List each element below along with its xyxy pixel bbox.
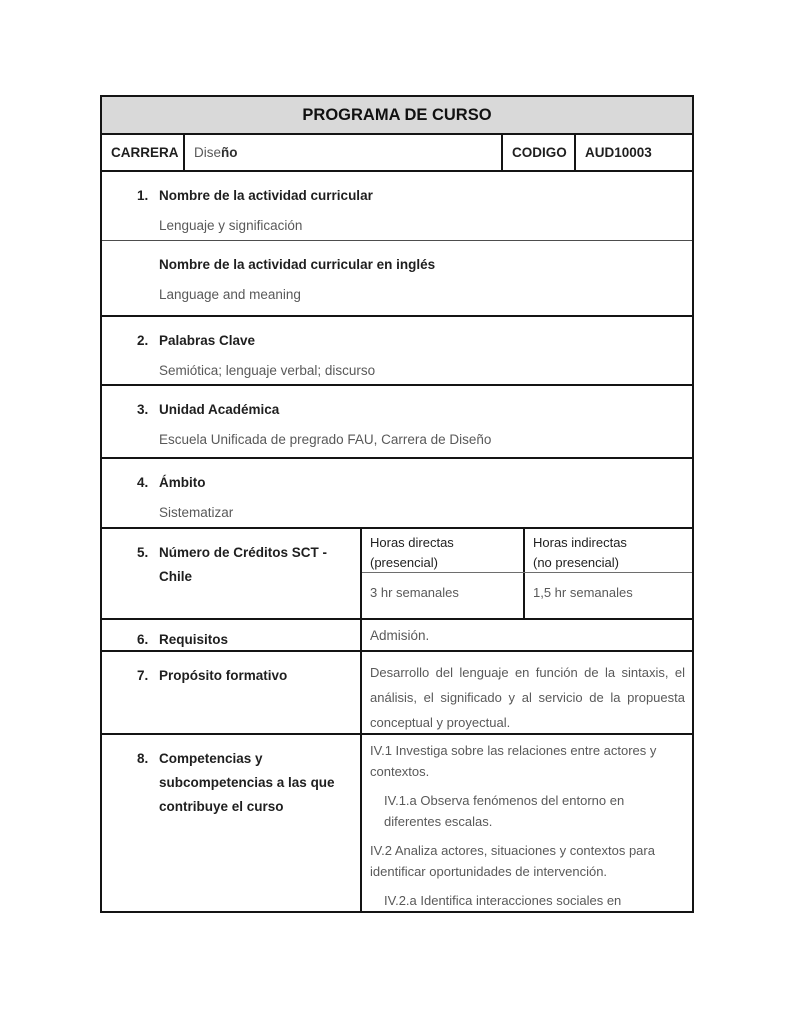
section-number: 7. xyxy=(137,668,149,683)
section-number: 4. xyxy=(137,475,149,490)
section-value: Admisión. xyxy=(370,628,430,643)
section-label: Requisitos xyxy=(159,632,229,647)
section-number: 8. xyxy=(137,751,149,766)
horas-directas-header-cell xyxy=(362,529,525,572)
section-8-heading xyxy=(137,747,352,819)
section-5-label-cell xyxy=(102,529,362,618)
section-1-heading xyxy=(137,184,676,208)
section-6-label-cell xyxy=(102,620,362,650)
codigo-label-cell xyxy=(503,135,576,170)
section-8-label-cell xyxy=(102,735,362,911)
section-value: Escuela Unificada de pregrado FAU, Carrera de Diseño xyxy=(159,432,492,447)
section-7-heading xyxy=(137,664,352,688)
section-8-value-cell xyxy=(362,735,692,911)
header-line: (presencial) xyxy=(370,555,438,570)
section-1-nombre-ingles xyxy=(102,240,692,315)
section-7-label-cell xyxy=(102,652,362,733)
section-label: Número de Créditos SCT - Chile xyxy=(159,545,328,584)
section-label: Competencias y subcompetencias a las que contribuye el curso xyxy=(159,751,335,814)
section-1-nombre xyxy=(102,170,692,240)
section-label: Ámbito xyxy=(159,475,206,490)
header-line: (no presencial) xyxy=(533,555,619,570)
section-value: Language and meaning xyxy=(159,287,301,302)
credits-header-row xyxy=(362,529,692,573)
codigo-value: AUD10003 xyxy=(585,145,652,160)
section-6-value-cell xyxy=(362,620,692,650)
section-3-heading xyxy=(137,398,676,422)
section-5-credits-grid xyxy=(362,529,692,618)
codigo-value-cell xyxy=(576,135,692,170)
section-label: Nombre de la actividad curricular xyxy=(159,188,373,203)
section-number: 5. xyxy=(137,545,149,560)
section-value: Lenguaje y significación xyxy=(159,218,303,233)
horas-indirectas-value-cell: 1,5 hr semanales xyxy=(533,585,633,600)
page-title: PROGRAMA DE CURSO xyxy=(302,105,492,124)
horas-directas-value-cell: 3 hr semanales xyxy=(362,573,525,618)
section-4-ambito xyxy=(102,457,692,527)
section-label: Palabras Clave xyxy=(159,333,256,348)
header-line: Horas indirectas xyxy=(533,535,627,550)
header-line: Horas directas xyxy=(370,535,454,550)
section-5-creditos xyxy=(102,527,692,618)
section-2-heading xyxy=(137,329,676,353)
competency-list xyxy=(362,735,692,911)
section-number: 1. xyxy=(137,188,149,203)
section-number: 2. xyxy=(137,333,149,348)
section-value: Sistematizar xyxy=(159,505,234,520)
section-6-heading xyxy=(137,628,352,652)
carrera-value-prefix: Dise xyxy=(194,145,222,160)
section-label: Unidad Académica xyxy=(159,402,280,417)
section-8-competencias xyxy=(102,733,692,911)
carrera-value-suffix: ño xyxy=(221,145,238,160)
competency-item: IV.2 Analiza actores, situaciones y contextos para identificar oportunidades de intervención. xyxy=(370,843,655,879)
carrera-label: CARRERA xyxy=(111,145,179,160)
section-number: 3. xyxy=(137,402,149,417)
section-value: Semiótica; lenguaje verbal; discurso xyxy=(159,363,376,378)
credits-value-row xyxy=(362,573,692,618)
carrera-label-cell xyxy=(102,135,185,170)
carrera-codigo-row xyxy=(102,133,692,170)
section-label: Nombre de la actividad curricular en inglés xyxy=(159,257,436,272)
horas-indirectas-header-cell xyxy=(525,529,692,572)
section-2-palabras-clave xyxy=(102,315,692,384)
section-7-proposito xyxy=(102,650,692,733)
carrera-value-cell xyxy=(185,135,503,170)
competency-item: IV.2.a Identifica interacciones sociales en xyxy=(384,893,622,908)
section-number: 6. xyxy=(137,632,149,647)
competency-item: IV.1 Investiga sobre las relaciones entre actores y contextos. xyxy=(370,743,657,779)
section-5-heading xyxy=(137,541,352,589)
section-7-value-cell xyxy=(362,652,692,733)
competency-item: IV.1.a Observa fenómenos del entorno en diferentes escalas. xyxy=(384,793,625,829)
section-1en-heading xyxy=(159,253,676,277)
section-value: Desarrollo del lenguaje en función de la sintaxis, el análisis, el significado y al servicio de la propuesta conceptual y proyectual. xyxy=(370,665,685,730)
section-4-heading xyxy=(137,471,676,495)
course-program-table xyxy=(100,95,694,913)
section-3-unidad-academica xyxy=(102,384,692,457)
section-label: Propósito formativo xyxy=(159,668,288,683)
section-6-requisitos xyxy=(102,618,692,650)
table-title-row xyxy=(102,97,692,133)
codigo-label: CODIGO xyxy=(512,145,567,160)
carrera-value xyxy=(194,145,238,160)
